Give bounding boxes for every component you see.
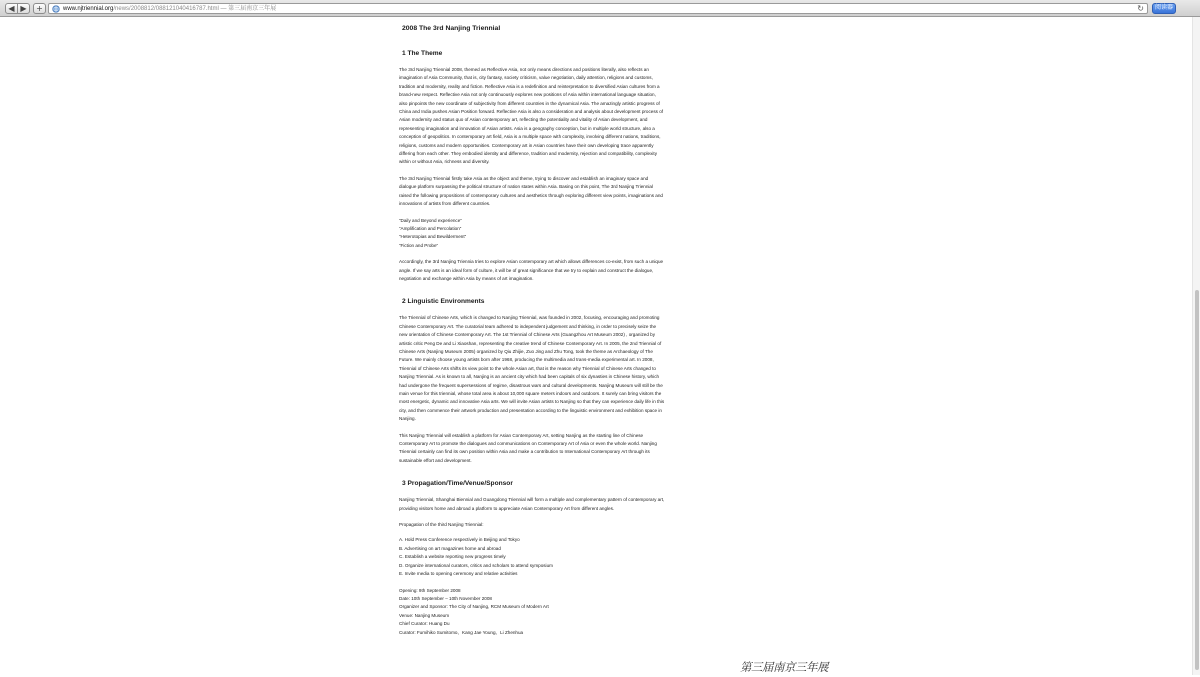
list-item: “Daily and Beyond experience”: [399, 217, 462, 223]
url-path: /news/2008812/088121040416787.html: [113, 6, 219, 12]
triennial-logo: [740, 658, 828, 674]
paragraph: Accordingly, the 3rd Nanjing Triennia tries to explore Asian contemporary art which allows differences co-exist, from such a unique angle. If we say arts is an ideal form of culture, it will be of great significance that we try to explain and construct the dialogue, negotiation and exchange within Asia by means of art imagination.: [399, 259, 664, 281]
detail-line: Organizer and Sponsor: The City of Nanjing, RCM Museum of Modern Art: [399, 604, 549, 610]
list-item: A. Hold Press Conference respectively in Beijing and Tokyo: [399, 537, 520, 543]
paragraph: Propagation of the third Nanjing Triennial:: [399, 522, 484, 528]
svg-text:第三届南京三年展: 第三届南京三年展: [740, 660, 828, 674]
reload-icon[interactable]: ↻: [1137, 4, 1144, 13]
forward-arrow-icon: ▶: [20, 4, 27, 13]
section-heading-propagation: 3 Propagation/Time/Venue/Sponsor: [402, 480, 513, 488]
page-title: 2008 The 3rd Nanjing Triennial: [402, 25, 501, 32]
plus-icon: +: [36, 4, 43, 13]
paragraph: This Nanjing Triennial will establish a platform for Asian Contemporary Art, setting Nanjing as the starting line of Chinese Contemporary Art to promote the dialogues and communications on Contemporary Art of Asia or even the whole world. Nanjing Triennial certainly can find its own position within Asia and make a contribution to International Contemporary Art through its sustainable effort and development.: [399, 432, 657, 463]
url-separator: —: [218, 6, 229, 12]
reader-button[interactable]: 阅读器: [1152, 3, 1176, 14]
url-domain: www.njtriennial.org: [63, 6, 114, 12]
vertical-scrollbar[interactable]: [1192, 17, 1200, 675]
list-item: B. Advertising on art magazines home and abroad: [399, 545, 501, 551]
list-item: “Fiction and Probe”: [399, 242, 439, 248]
paragraph: The 3rd Nanjing Triennial 2008, themed as Reflective Asia, not only means directions and positions literally, also reflects an imagination of Asia Community, that is, city fantasy, society criticism, value negotiation, daily attention, religions and customs, tradition and modernity, reality and fiction. Reflective Asia is a redefinition and reinterpretation to diversified Asian cultures from a brand-new respect. Reflective Asia not only continuously explores new positions of Asia within international language situation, also pinpoints the new coordinate of subjectivity from different countries in the dynamical Asia. The amazingly artistic progress of China and India pushes Asian Position forward. Reflective Asia is also a consideration and analysis about development process of Asian modernity and status quo of Asian contemporary art, reflecting the potentiality and vitality of Asian development, and representing imagination and innovation of Asian artists. Asia is a geography conception, but in multiple world structure, also a conception of geopolitics. In contemporary art field, Asia is a multiple space with complexity, involving different nations, traditions, religions, customs and modern opportunities. Contemporary art in Asian countries have their own developing trace apparently differing from each other. They embodied identity and difference, tradition and modernity, rejection and compatibility, complexity within or without Asia, richness and diversity.: [399, 67, 664, 165]
list-item: D. Organize international curators, critics and scholars to attend symposium: [399, 562, 553, 568]
detail-line: Opening: 9th September 2008: [399, 587, 461, 593]
back-arrow-icon: ◀: [8, 4, 15, 13]
list-item: E. Invite media to opening ceremony and relative activities: [399, 571, 518, 577]
section-heading-theme: 1 The Theme: [402, 50, 443, 57]
forward-button[interactable]: [17, 3, 30, 14]
proposition-list: [399, 217, 665, 251]
exhibition-details: [399, 587, 665, 637]
globe-icon: [52, 5, 60, 13]
paragraph: Nanjing Triennial, Shanghai Biennial and Guangdong Triennial will form a multiple and complementary pattern of contemporary art, providing visitors home and abroad a platform to appreciate Asian Contemporary Art from different angles.: [399, 497, 665, 511]
detail-line: Chief Curator: Huang Du: [399, 621, 450, 627]
add-bookmark-button[interactable]: [33, 3, 46, 14]
address-bar[interactable]: [48, 3, 1148, 14]
scrollbar-thumb[interactable]: [1195, 290, 1199, 670]
list-item: “Heterotopias and Bewilderment”: [399, 234, 467, 240]
propagation-list: [399, 536, 665, 578]
article: [399, 24, 665, 645]
browser-toolbar: [0, 0, 1200, 17]
detail-line: Date: 10th September – 10th November 2008: [399, 595, 492, 601]
paragraph: The Triennial of Chinese Arts, which is changed to Nanjing Triennial, was founded in 2002, focusing, encouraging and promoting Chinese Contemporary Art. The curatorial team adhered to independent judgement and thinking, in order to precisely seize the new orientation of Chinese Contemporary Art. The 1st Triennial of Chinese Arts (Guangzhou Art Museum 2002) , organized by artistic critic Peng De and Li Xiaoshan, representing the creative trend of Chinese Contemporary Art. In 2005, the 2nd Triennial of Chinese Arts (Nanjing Museum 2005) organized by Qiu Zhijie, Zuo Jing and Zhu Tong, took the theme as Archaeology of The Future. We mainly choose young artists born after 1968, producing the multimedia and trans-media experimental art. In 2008, Triennial of Chinese Arts shifts its view point to the whole Asian art, that is the reason why Triennial of Chinese Arts changed to Nanjing Triennial. As is known to all, Nanjing is an ancient city which had been capitals of six dynasties in Chinese history, which had undergone the frequent supersessions of regime, disastrous wars and cultural developments. Nanjing Museum will still be the main venue for this triennial, whose total area is about 10,000 square meters indoors and outdoors. It surely can bring visitors the most energetic, dynamic and innovative Asia arts. We will invite Asian artists to Nanjing so that they can experience daily life in this city, and then commence their artwork production and presentation according to the linguistic environment and exhibition space in Nanjing.: [399, 315, 665, 422]
url-text: [63, 4, 276, 14]
detail-line: Curator: Fumihiko Sumitomo、Kang Jae Young、Li Zhenhua: [399, 629, 524, 635]
section-heading-linguistic-environments: 2 Linguistic Environments: [402, 298, 485, 306]
calligraphy-logo-image: [740, 658, 828, 674]
url-page-title: 第三届南京三年展: [228, 6, 277, 12]
detail-line: Venue: Nanjing Museum: [399, 612, 450, 618]
paragraph: The 3rd Nanjing Triennial firstly take Asia as the object and theme, trying to discover and establish an imaginary space and dialogue platform surpassing the political structure of nation states within Asia. Basing on this point, The 3rd Nanjing Triennial raised the following propositions of contemporary cultures and aesthetics through exploring different view points, imaginations and innovations of artists from different countries.: [399, 175, 663, 207]
list-item: C. Establish a website reporting new progress timely: [399, 554, 506, 560]
list-item: “Amplification and Percolation”: [399, 225, 462, 231]
